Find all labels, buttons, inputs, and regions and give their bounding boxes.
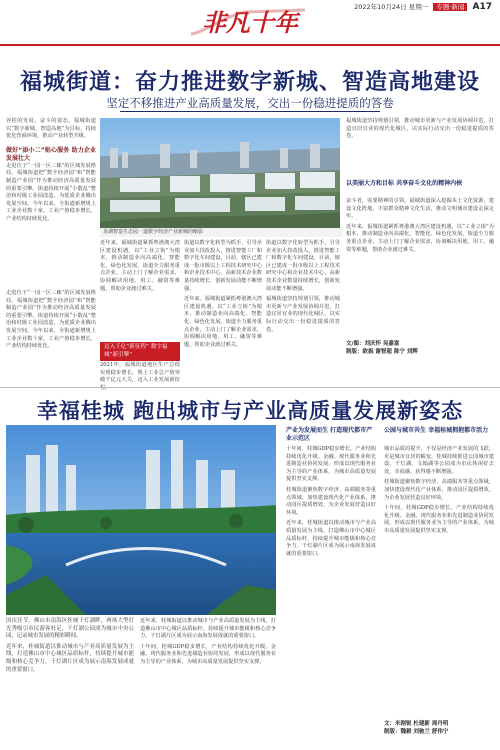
date-bar bbox=[354, 2, 492, 12]
story1-col1-body-repeat: 走进位于“一园一区三廊”的区域发展格局，福城街道把“数字经济园”和“智能制造产业园”作为推动经济高质量发展的重要引擎。街道持续开展“小散乱”整治和村级工业园改造，为优质企业腾出发展空间。今年以来，全街道新增规上工业企业数十家，工业产值稳步增长，产业结构持续优化。 bbox=[6, 290, 96, 350]
story1-section-heading-2: 迈入千亿“新征程” 数字福城“新引擎” bbox=[100, 342, 180, 361]
story1-intro: 容桂的发展，奋斗的姿态。福城街道以“数字新城、智造高地”为目标，持续优化营商环境，推动产业转型升级。 bbox=[6, 118, 96, 140]
story1-col2-body: 近年来，福城街道紧抓粤港澳大湾区建设机遇，以“工业立街”为根本，推动制造业向高端化、智能化、绿色化发展。街道全力服务重点企业，主动上门了解企业需求，协调解决用地、用工、融资等难题，帮助企业渡过难关。 bbox=[100, 240, 180, 292]
story2-col4-body-c: 十年间，桂城GDP稳步增长，产业结构持续优化升级。金融、现代服务业和先进制造业协同发展，形成以现代服务业为主导的产业体系，为城市高质量发展提供坚实支撑。 bbox=[384, 505, 494, 534]
weekday: 星期一 bbox=[408, 3, 429, 11]
page-header bbox=[0, 0, 500, 44]
story1-col1-cont bbox=[6, 290, 96, 378]
story1-aerial-photo bbox=[100, 118, 340, 228]
story1-col1-body: 走进位于“一园一区三廊”的区域发展格局，福城街道把“数字经济园”和“智能制造产业园”作为推动经济高质量发展的重要引擎。街道持续开展“小散乱”整治和村级工业园改造，为优质企业腾出发展空间。今年以来，全街道新增规上工业企业数十家，工业产值稳步增长，产业结构持续优化。 bbox=[6, 162, 96, 222]
story-divider bbox=[0, 387, 500, 388]
story1-col3-body-b: 近年来，福城街道紧抓粤港澳大湾区建设机遇，以“工业立街”为根本，推动制造业向高端化、智能化、绿色化发展。街道全力服务重点企业，主动上门了解企业需求，协调解决用地、用工、融资等难题，帮助企业渡过难关。 bbox=[184, 296, 262, 348]
story2-col3-body: 桂城街道聚焦数字经济、高端服务等重点领域，加快建设现代化产业体系，推动园区提质增效，为企业发展营造良好环境。 bbox=[286, 486, 376, 516]
story2-col2-body-b: 近年来，桂城街道以推动城市与产业高质量发展为主线，打造佛山市中心城区品质标杆，持续提升城市能级和核心竞争力，千灯湖片区成为展示南海发展成就的重要窗口。 bbox=[286, 520, 376, 557]
story1-col4-intro: 街道以数字化转型为抓手，引导企业加大技改投入，推进智能工厂和数字化车间建设。目前，辖区已建成一批市级以上工程技术研究中心和企业技术中心，高新技术企业数量持续增长，创新发展动能不断增强。 bbox=[266, 240, 340, 292]
story2-photo-caption-block bbox=[6, 618, 134, 746]
story2-col2 bbox=[286, 446, 376, 744]
story2-section-heading-2: 公园与城市共生 幸福桂城拥抱都市活力 bbox=[384, 427, 489, 434]
story1-col4-intro-b: 福城街道坚持规划引领，推动城市更新与产业发展协调并进，打造宜居宜业的现代化城区，以实际行动交出一份稳进提质的答卷。 bbox=[266, 296, 340, 333]
story2-col1-body-b: 近年来，桂城街道以推动城市与产业高质量发展为主线，打造佛山市中心城区品质标杆，持续提升城市能级和核心竞争力，千灯湖片区成为展示南海发展成就的重要窗口。 bbox=[140, 618, 276, 640]
story1-headline: 福城街道：奋力推进数字新城、智造高地建设 bbox=[19, 70, 480, 95]
story1-right-body-c: 近年来，福城街道紧抓粤港澳大湾区建设机遇，以“工业立街”为根本，推动制造业向高端化、智能化、绿色化发展。街道全力服务重点企业，主动上门了解企业需求，协调解决用地、用工、融资等难题，帮助企业渡过难关。 bbox=[346, 223, 494, 253]
story2-section-heading-1: 产业为发展而生 打造现代都市产业示范区 bbox=[286, 427, 373, 442]
story1-right-body: 福城街道坚持规划引领，推动城市更新与产业发展协调并进，打造宜居宜业的现代化城区，以实际行动交出一份稳进提质的答卷。 bbox=[346, 118, 494, 140]
story1-right-col bbox=[346, 118, 494, 178]
story1-col2-body-b: 2021年，福城街道地区生产总值实现稳步增长，规上工业总产值突破千亿元大关，迈入工业发展新征 bbox=[100, 362, 180, 384]
story1-col3 bbox=[184, 240, 262, 385]
story1-photo-caption: 龙湖智造生态园一道数字经济产业新城的缩影 bbox=[100, 228, 343, 237]
story2-col1b bbox=[140, 618, 276, 746]
svg-text:非凡十年: 非凡十年 bbox=[202, 8, 298, 37]
story2-col3 bbox=[384, 446, 494, 716]
story2-photo-caption: 国庆佳节，佛山市南海区桂城千灯湖畔，两场大型灯光秀吸引市民游客驻足，千灯湖公园成为城市中央公园，记录城市发展的精彩瞬间。 bbox=[6, 618, 134, 640]
story1-section-heading-1: 做好“添小二”贴心服务 助力企业发展壮大 bbox=[6, 146, 96, 162]
story2-col1-body: 近年来，桂城街道以推动城市与产业高质量发展为主线，打造佛山市中心城区品质标杆，持续提升城市能级和核心竞争力，千灯湖片区成为展示南海发展成就的重要窗口。 bbox=[6, 643, 134, 673]
story1-col2 bbox=[100, 240, 180, 340]
story2-col4-body: 城市品质的提升，不仅是经济产业发展的飞跃，更是城市宜居的蜕变。桂城持续推进公园城市建设，千灯湖、文翰湖等公园成为市民休闲好去处，幸福感、获得感不断增强。 bbox=[384, 446, 494, 475]
story1-col3-body: 街道以数字化转型为抓手，引导企业加大技改投入，推进智能工厂和数字化车间建设。目前，辖区已建成一批市级以上工程技术研究中心和企业技术中心，高新技术企业数量持续增长，创新发展动能不断增强。 bbox=[184, 240, 262, 292]
story1-right-body-b: 奋斗者，需要精神的引领。福城街道深入挖掘本土文化资源，建设文化阵地，丰富群众精神文化生活，推动文明城市建设走深走实。 bbox=[346, 198, 494, 220]
page-number: A17 bbox=[472, 2, 492, 12]
story1-col4 bbox=[266, 240, 340, 385]
story1-col1 bbox=[6, 118, 96, 288]
story2-col2-body: 十年间，桂城GDP稳步增长，产业结构持续优化升级。金融、现代服务业和先进制造业协同发展，形成以现代服务业为主导的产业体系，为城市高质量发展提供坚实支撑。 bbox=[286, 446, 376, 483]
issue-date: 2022年10月24日 bbox=[354, 3, 407, 11]
story2-credit: 文：米刚锐 杜建新 周丹明 制版：魏毅 刘驰兰 舒伟宁 bbox=[384, 721, 449, 735]
story1-col2b bbox=[100, 362, 180, 384]
masthead-logo bbox=[185, 6, 315, 38]
story1-credit: 文/图：刘庆怀 吴嘉富 制版：欧振 谢智超 陈宁 刘辉 bbox=[346, 341, 418, 355]
story2-headline: 幸福桂城 跑出城市与产业高质量发展新姿态 bbox=[36, 399, 464, 423]
story1-section-heading-3: 以美丽大方和目标 共享奋斗文化的精神内核 bbox=[346, 180, 463, 187]
story2-col4-body-b: 桂城街道聚焦数字经济、高端服务等重点领域，加快建设现代化产业体系，推动园区提质增效，为企业发展营造良好环境。 bbox=[384, 479, 494, 501]
subhead-rule bbox=[120, 111, 380, 112]
story2-col1-body-c: 十年间，桂城GDP稳步增长，产业结构持续优化升级。金融、现代服务业和先进制造业协同发展，形成以现代服务业为主导的产业体系，为城市高质量发展提供坚实支撑。 bbox=[140, 643, 276, 665]
section-badge: 专题·新闻 bbox=[433, 3, 467, 11]
story1-subhead: 坚定不移推进产业高质量发展，交出一份稳进提质的答卷 bbox=[106, 96, 394, 110]
story2-lake-photo bbox=[6, 425, 276, 615]
header-rule bbox=[0, 44, 500, 46]
story1-right-col-b bbox=[346, 198, 494, 338]
